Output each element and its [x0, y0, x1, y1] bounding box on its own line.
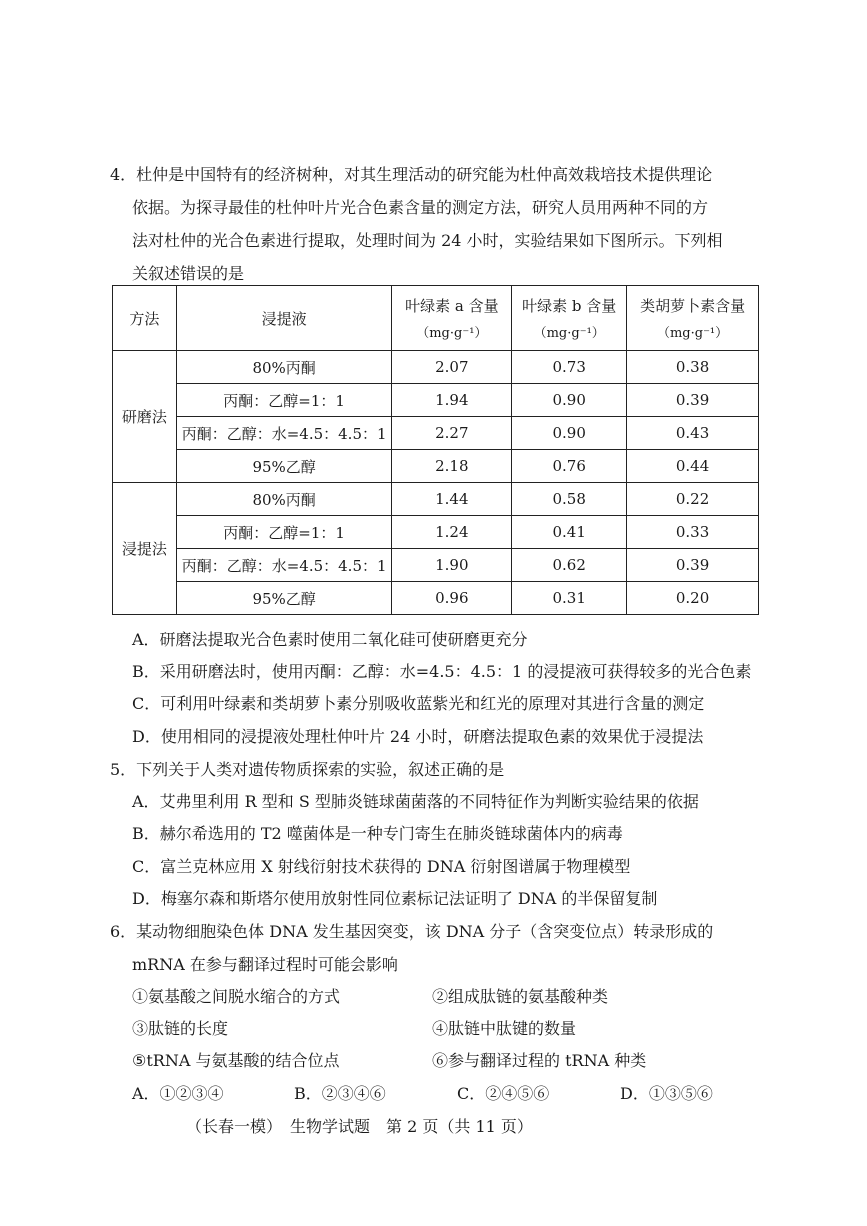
table-row [113, 516, 759, 549]
table-header-row [113, 286, 759, 351]
chlb-cell: 0.90 [512, 417, 627, 450]
q5-stem: 5．下列关于人类对遗传物质探索的实验，叙述正确的是 [110, 760, 505, 779]
chlb-cell: 0.58 [512, 483, 627, 516]
q6-option-b: B．②③④⑥ [294, 1084, 386, 1103]
table-row [113, 582, 759, 615]
q6-item-2: ②组成肽链的氨基酸种类 [432, 987, 609, 1006]
solvent-cell: 丙酮：乙醇=1：1 [176, 516, 392, 549]
solvent-cell: 80%丙酮 [176, 351, 392, 384]
chlb-cell: 0.76 [512, 450, 627, 483]
table-row [113, 384, 759, 417]
q4-stem-line-4: 关叙述错误的是 [132, 264, 245, 283]
q6-option-a: A．①②③④ [132, 1084, 224, 1103]
table-row [113, 483, 759, 516]
chla-cell: 1.44 [392, 483, 512, 516]
chla-cell: 1.24 [392, 516, 512, 549]
q6-item-3: ③肽链的长度 [132, 1019, 229, 1038]
header-chla-unit: （mg·g⁻¹） [416, 326, 488, 341]
chlb-cell: 0.31 [512, 582, 627, 615]
q4-stem-line-3: 法对杜仲的光合色素进行提取，处理时间为 24 小时，实验结果如下图所示。下列相 [132, 231, 723, 250]
carot-cell: 0.22 [627, 483, 759, 516]
page-footer: （长春一模） 生物学试题 第 2 页（共 11 页） [186, 1117, 533, 1136]
q4-stem-line-1: 4．杜仲是中国特有的经济树种，对其生理活动的研究能为杜仲高效栽培技术提供理论 [110, 165, 713, 184]
header-carot [627, 286, 759, 351]
q6-stem-line-1: 6．某动物细胞染色体 DNA 发生基因突变，该 DNA 分子（含突变位点）转录形成的 [110, 922, 714, 941]
header-carot-unit: （mg·g⁻¹） [656, 326, 729, 341]
q4-option-b: B．采用研磨法时，使用丙酮：乙醇：水=4.5：4.5：1 的浸提液可获得较多的光合色素 [132, 662, 752, 681]
carot-cell: 0.39 [627, 549, 759, 582]
q5-option-b: B．赫尔希选用的 T2 噬菌体是一种专门寄生在肺炎链球菌体内的病毒 [132, 824, 623, 843]
solvent-cell: 95%乙醇 [176, 582, 392, 615]
chla-cell: 1.94 [392, 384, 512, 417]
chla-cell: 0.96 [392, 582, 512, 615]
carot-cell: 0.43 [627, 417, 759, 450]
table-row [113, 549, 759, 582]
method-cell-grinding: 研磨法 [113, 351, 177, 483]
chla-cell: 2.27 [392, 417, 512, 450]
chla-cell: 2.18 [392, 450, 512, 483]
solvent-cell: 丙酮：乙醇=1：1 [176, 384, 392, 417]
q6-item-5: ⑤tRNA 与氨基酸的结合位点 [132, 1051, 340, 1070]
header-chlb-label: 叶绿素 b 含量 [522, 297, 617, 315]
q6-option-c: C．②④⑤⑥ [457, 1084, 550, 1103]
chla-cell: 2.07 [392, 351, 512, 384]
q4-option-d: D．使用相同的浸提液处理杜仲叶片 24 小时，研磨法提取色素的效果优于浸提法 [132, 727, 704, 746]
header-method: 方法 [113, 286, 177, 351]
header-chla [392, 286, 512, 351]
q6-item-6: ⑥参与翻译过程的 tRNA 种类 [432, 1051, 647, 1070]
carot-cell: 0.20 [627, 582, 759, 615]
solvent-cell: 丙酮：乙醇：水=4.5：4.5：1 [176, 549, 392, 582]
table-row [113, 417, 759, 450]
solvent-cell: 95%乙醇 [176, 450, 392, 483]
carot-cell: 0.39 [627, 384, 759, 417]
carot-cell: 0.33 [627, 516, 759, 549]
chlb-cell: 0.90 [512, 384, 627, 417]
q6-stem-line-2: mRNA 在参与翻译过程时可能会影响 [132, 955, 398, 974]
q5-option-d: D．梅塞尔森和斯塔尔使用放射性同位素标记法证明了 DNA 的半保留复制 [132, 889, 658, 908]
q4-stem-line-2: 依据。为探寻最佳的杜仲叶片光合色素含量的测定方法，研究人员用两种不同的方 [132, 198, 709, 217]
chlb-cell: 0.62 [512, 549, 627, 582]
table-row [113, 351, 759, 384]
carot-cell: 0.44 [627, 450, 759, 483]
carot-cell: 0.38 [627, 351, 759, 384]
q5-option-a: A．艾弗里利用 R 型和 S 型肺炎链球菌菌落的不同特征作为判断实验结果的依据 [132, 792, 699, 811]
chla-cell: 1.90 [392, 549, 512, 582]
header-chla-label: 叶绿素 a 含量 [405, 297, 499, 315]
chlb-cell: 0.41 [512, 516, 627, 549]
method-cell-soaking: 浸提法 [113, 483, 177, 615]
q6-item-1: ①氨基酸之间脱水缩合的方式 [132, 987, 341, 1006]
q6-item-4: ④肽链中肽键的数量 [432, 1019, 577, 1038]
table-row [113, 450, 759, 483]
q5-option-c: C．富兰克林应用 X 射线衍射技术获得的 DNA 衍射图谱属于物理模型 [132, 857, 631, 876]
header-chlb-unit: （mg·g⁻¹） [533, 326, 605, 341]
q6-option-d: D．①③⑤⑥ [620, 1084, 713, 1103]
chlb-cell: 0.73 [512, 351, 627, 384]
pigment-table [112, 285, 759, 615]
header-carot-label: 类胡萝卜素含量 [640, 297, 746, 315]
header-chlb [512, 286, 627, 351]
solvent-cell: 80%丙酮 [176, 483, 392, 516]
q4-option-a: A．研磨法提取光合色素时使用二氧化硅可使研磨更充分 [132, 630, 528, 649]
q4-option-c: C．可利用叶绿素和类胡萝卜素分别吸收蓝紫光和红光的原理对其进行含量的测定 [132, 694, 705, 713]
header-solvent: 浸提液 [176, 286, 392, 351]
solvent-cell: 丙酮：乙醇：水=4.5：4.5：1 [176, 417, 392, 450]
